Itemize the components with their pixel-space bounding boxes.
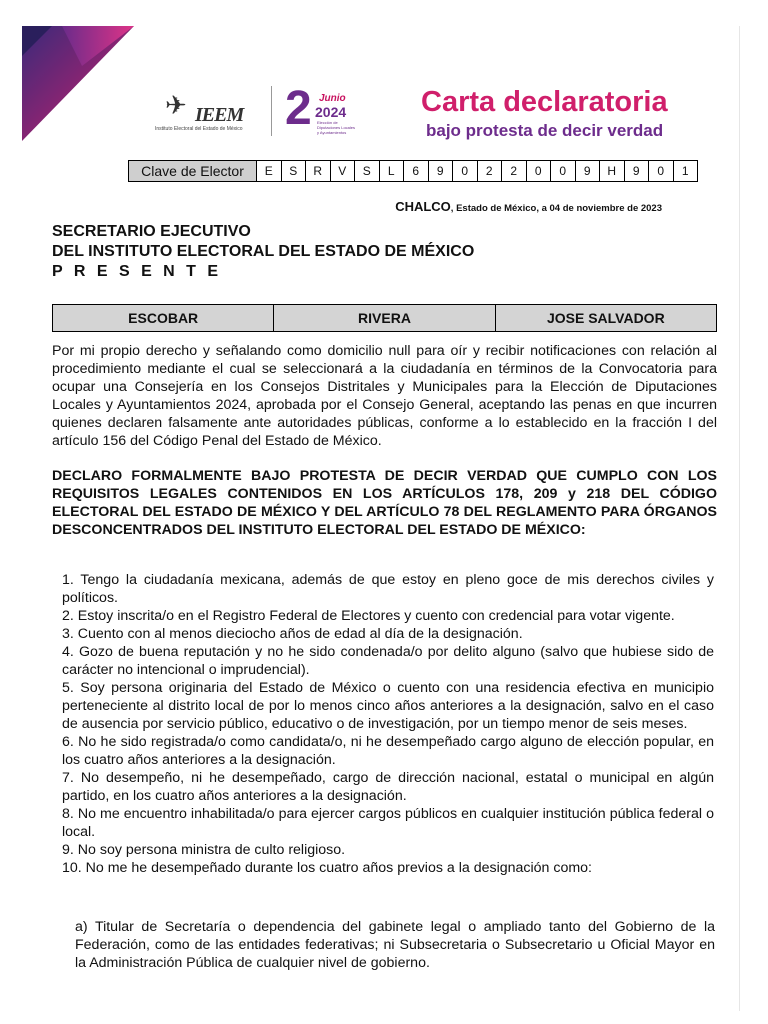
clave-char: S [281,161,306,182]
addressee-line-2: DEL INSTITUTO ELECTORAL DEL ESTADO DE MÉXICO [52,243,475,260]
clave-char: S [355,161,380,182]
clave-char: 0 [453,161,478,182]
clave-char: E [257,161,282,182]
election-2024-logo [285,82,365,137]
clave-char: 2 [477,161,502,182]
document-subtitle: bajo protesta de decir verdad [426,121,664,140]
list-item: 7. No desempeño, ni he desempeñado, cargo de dirección nacional, estatal o municipal en algún partido, en los cuatro años anteriores a la designación. [62,770,714,804]
clave-char: 6 [404,161,429,182]
election-logo-fine-print: Elección de Diputaciones Locales y Ayuntamientos [317,120,356,135]
ieem-logo-text: IEEM [195,104,244,126]
nombre: JOSE SALVADOR [495,305,716,332]
apellido-paterno: ESCOBAR [53,305,274,332]
ieem-emblem-icon: ✈ [165,90,187,120]
ieem-logo [155,90,255,132]
place-and-date [395,199,662,214]
ieem-logo-subtitle: Instituto Electoral del Estado de México [155,126,243,132]
requirements-list [62,571,714,877]
clave-char: 0 [526,161,551,182]
place-date: , Estado de México, a 04 de noviembre de 2023 [450,203,662,214]
list-item: 4. Gozo de buena reputación y no he sido condenada/o por delito alguno (salvo que hubiese sido de carácter no intencional o imprudencial). [62,644,714,678]
election-logo-month: Junio [319,93,346,104]
corner-decoration [22,26,134,141]
clave-char: 9 [624,161,649,182]
clave-char: 9 [575,161,600,182]
list-item: 5. Soy persona originaria del Estado de México o cuento con una residencia efectiva en municipio perteneciente al distrito local de por lo menos cinco años anteriores a la designación, salvo en el caso de ausencia por servicio público, educativo o de investigación, por un tiempo menor de seis meses. [62,680,714,732]
election-logo-number: 2 [285,82,312,135]
clave-char: V [330,161,355,182]
list-item: 6. No he sido registrada/o como candidata/o, ni he desempeñado cargo alguno de elección popular, en los cuatro años anteriores a la designación. [62,734,714,768]
declaration-paragraph: DECLARO FORMALMENTE BAJO PROTESTA DE DECIR VERDAD QUE CUMPLO CON LOS REQUISITOS LEGALES CONTENIDOS EN LOS ARTÍCULOS 178, 209 y 218 DEL CÓDIGO ELECTORAL DEL ESTADO DE MÉXICO Y DEL ARTÍCULO 78 DEL REGLAMENTO PARA ÓRGANOS DESCONCENTRADOS DEL INSTITUTO ELECTORAL DEL ESTADO DE MÉXICO: [52,468,717,538]
apellido-materno: RIVERA [274,305,495,332]
page-edge-line [739,26,740,1011]
list-item: 10. No me he desempeñado durante los cuatro años previos a la designación como: [62,860,592,876]
names-table [52,304,717,332]
clave-elector-table [128,160,698,182]
intro-paragraph: Por mi propio derecho y señalando como domicilio null para oír y recibir notificaciones con relación al procedimiento mediante el cual se seleccionará a la ciudadanía en términos de la Convocatoria para ocupar una Consejería en los Consejos Distritales y Municipales para la Elección de Diputaciones Locales y Ayuntamientos 2024, aprobada por el Consejo General, aceptando las penas en que incurren quienes declaren falsamente ante autoridades públicas, conforme a lo establecido en la fracción I del artículo 156 del Código Penal del Estado de México. [52,343,717,449]
clave-char: 0 [649,161,674,182]
list-item: 1. Tengo la ciudadanía mexicana, además de que estoy en pleno goce de mis derechos civiles y políticos. [62,572,714,606]
clave-char: 0 [551,161,576,182]
list-item: 9. No soy persona ministra de culto religioso. [62,842,346,858]
logo-separator [271,86,272,136]
clave-char: R [306,161,331,182]
clave-char: 9 [428,161,453,182]
clave-char: L [379,161,404,182]
clave-char: H [600,161,625,182]
clave-elector-label: Clave de Elector [129,161,257,182]
clave-char: 2 [502,161,527,182]
list-item: 8. No me encuentro inhabilitada/o para ejercer cargos públicos en cualquier institución pública federal o local. [62,806,714,840]
sub-item-a: a) Titular de Secretaría o dependencia del gabinete legal o ampliado tanto del Gobierno de la Federación, como de las entidades federativas; ni Subsecretaria o Subsecretario u Oficial Mayor en la Administración Pública de cualquier nivel de gobierno. [75,919,715,971]
clave-char: 1 [673,161,698,182]
list-item: 3. Cuento con al menos dieciocho años de edad al día de la designación. [62,626,523,642]
list-item: 2. Estoy inscrita/o en el Registro Federal de Electores y cuento con credencial para votar vigente. [62,608,675,624]
addressee-block [52,222,474,282]
document-title: Carta declaratoria [421,86,668,118]
election-logo-year: 2024 [315,104,347,120]
addressee-presente: P R E S E N T E [52,263,222,280]
addressee-line-1: SECRETARIO EJECUTIVO [52,223,251,240]
place-city: CHALCO [395,199,451,214]
